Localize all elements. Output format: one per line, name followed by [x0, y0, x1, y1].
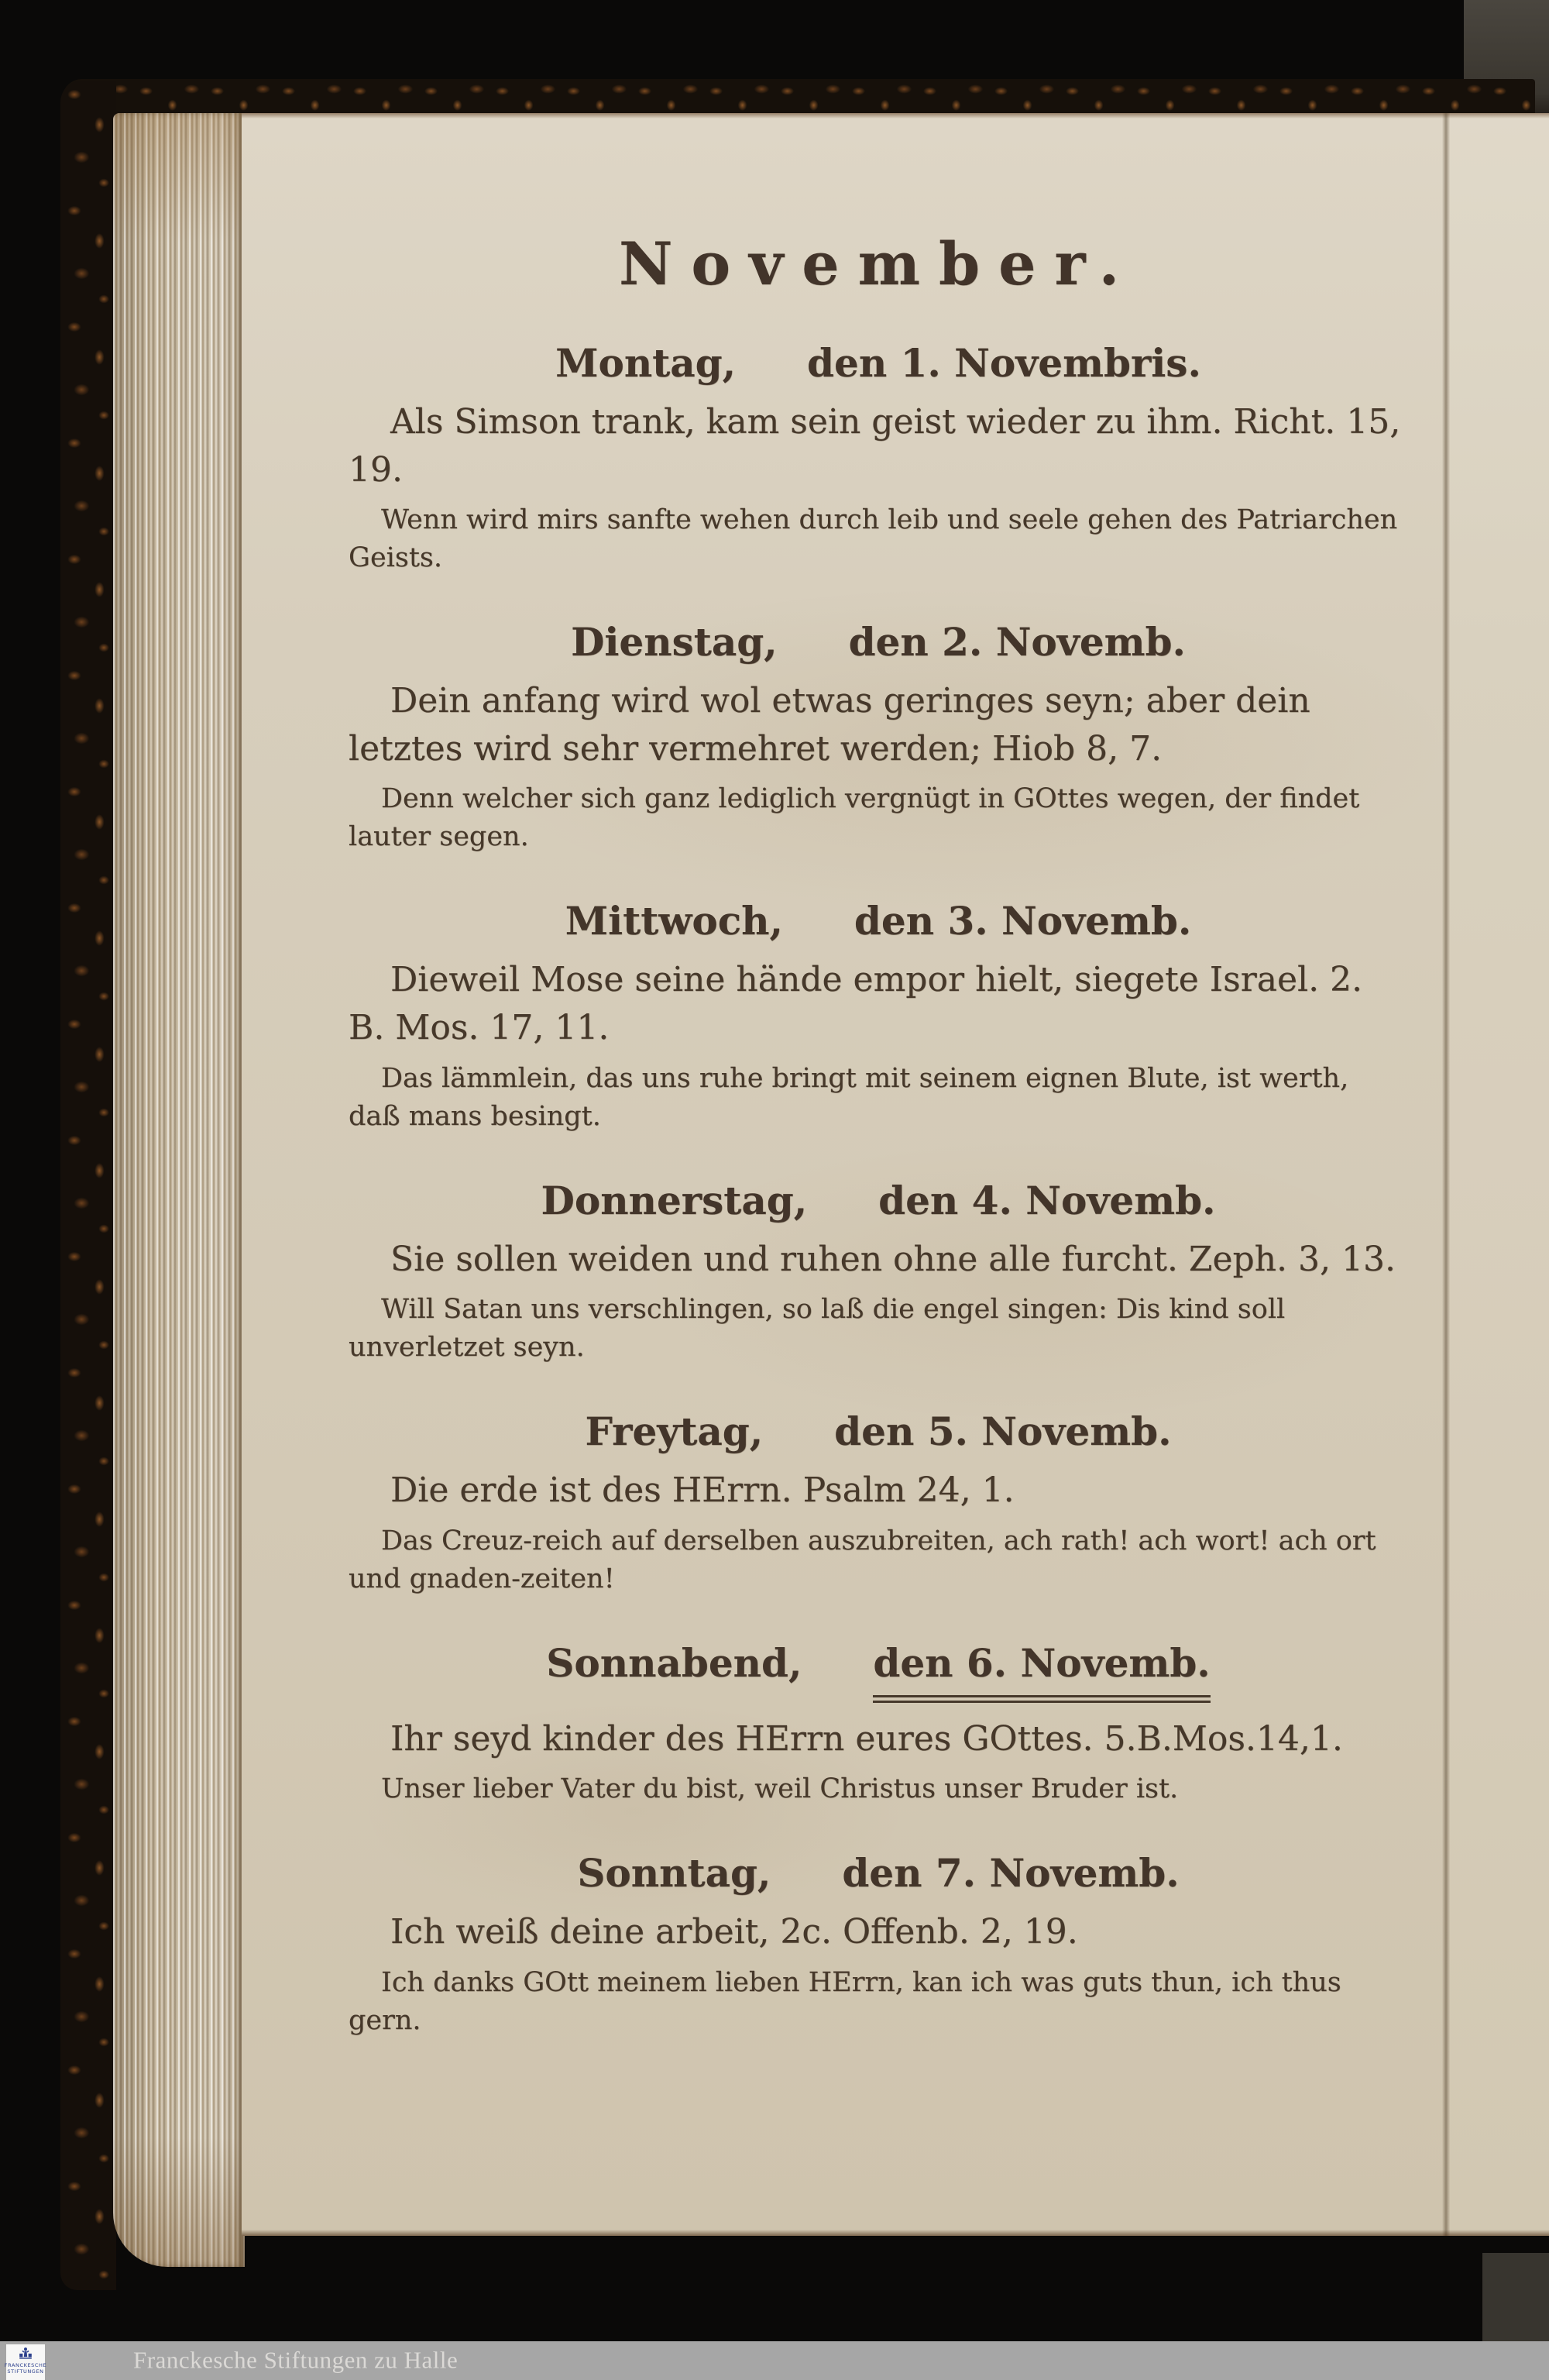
- day-heading: [349, 340, 1408, 386]
- franckesche-logo-icon: [17, 2347, 34, 2362]
- day-date: den 7. Novemb.: [842, 1850, 1180, 1897]
- scripture-verse: Ihr seyd kinder des HErrn eures GOttes. 5.B.Mos.14,1.: [390, 1718, 1343, 1759]
- day-name: Donnerstag,: [541, 1177, 808, 1223]
- day-date: den 1. Novembris.: [807, 340, 1201, 386]
- day-date: den 4. Novemb.: [878, 1177, 1216, 1223]
- page-text: [349, 229, 1408, 2040]
- institution-caption: Franckesche Stiftungen zu Halle: [133, 2346, 459, 2374]
- day-entry: [349, 1408, 1408, 1598]
- day-heading: [349, 1408, 1408, 1454]
- page-right-of-crease: [1450, 113, 1549, 2236]
- scripture-verse: Dein anfang wird wol etwas geringes seyn; aber dein letztes wird sehr vermehret werden; Hiob 8, 7.: [349, 681, 1310, 769]
- page-fore-edge: [113, 113, 245, 2267]
- day-entry: [349, 898, 1408, 1135]
- devotional-comment: Ich danks GOtt meinem lieben HErrn, kan ich was guts thun, ich thus gern.: [349, 1966, 1341, 2036]
- day-date: den 5. Novemb.: [834, 1408, 1172, 1455]
- day-entry: [349, 619, 1408, 856]
- book-page: [242, 113, 1549, 2236]
- day-name: Dienstag,: [571, 619, 778, 666]
- day-heading: [349, 619, 1408, 665]
- day-entry: [349, 1640, 1408, 1809]
- logo-text-line1: FRANCKESCHE: [4, 2362, 47, 2368]
- scripture-verse: Dieweil Mose seine hände empor hielt, siegete Israel. 2. B. Mos. 17, 11.: [349, 960, 1363, 1047]
- day-name: Mittwoch,: [565, 898, 783, 944]
- day-entry: [349, 1178, 1408, 1367]
- day-name: Montag,: [555, 340, 737, 386]
- devotional-comment: Das lämmlein, das uns ruhe bringt mit seinem eignen Blute, ist werth, daß mans besingt.: [349, 1062, 1349, 1132]
- scripture-verse: Als Simson trank, kam sein geist wieder zu ihm. Richt. 15, 19.: [349, 402, 1401, 490]
- day-entry: [349, 340, 1408, 577]
- day-name: Freytag,: [585, 1408, 764, 1455]
- day-date: den 3. Novemb.: [853, 898, 1192, 944]
- scripture-verse: Die erde ist des HErrn. Psalm 24, 1.: [390, 1470, 1015, 1511]
- day-date-underlined: den 6. Novemb.: [873, 1640, 1210, 1703]
- day-heading: [349, 898, 1408, 944]
- day-heading: [349, 1178, 1408, 1223]
- day-name: Sonnabend,: [546, 1639, 802, 1686]
- background-corner-shadow: [1482, 2253, 1549, 2344]
- devotional-comment: Will Satan uns verschlingen, so laß die engel singen: Dis kind soll unverletzet seyn.: [349, 1294, 1286, 1364]
- scripture-verse: Sie sollen weiden und ruhen ohne alle furcht. Zeph. 3, 13.: [390, 1239, 1396, 1279]
- day-entry: [349, 1850, 1408, 2040]
- day-heading: [349, 1850, 1408, 1896]
- devotional-comment: Unser lieber Vater du bist, weil Christus unser Bruder ist.: [381, 1773, 1179, 1805]
- scripture-verse: Ich weiß deine arbeit, 2c. Offenb. 2, 19.: [390, 1912, 1078, 1952]
- page-crease: [1442, 113, 1450, 2236]
- day-name: Sonntag,: [577, 1850, 771, 1897]
- institution-logo: [6, 2344, 45, 2380]
- devotional-comment: Denn welcher sich ganz lediglich vergnügt in GOttes wegen, der findet lauter segen.: [349, 783, 1360, 853]
- devotional-comment: Wenn wird mirs sanfte wehen durch leib und seele gehen des Patriarchen Geists.: [349, 504, 1398, 574]
- day-heading: [349, 1640, 1408, 1703]
- book-cover-edge: [60, 81, 116, 2290]
- devotional-comment: Das Creuz-reich auf derselben auszubreiten, ach rath! ach wort! ach ort und gnaden-zeiten!: [349, 1525, 1376, 1594]
- month-title: November.: [618, 229, 1139, 298]
- logo-text-line2: STIFTUNGEN: [7, 2368, 44, 2375]
- digitization-footer: [0, 2341, 1549, 2380]
- day-date: den 2. Novemb.: [848, 619, 1186, 666]
